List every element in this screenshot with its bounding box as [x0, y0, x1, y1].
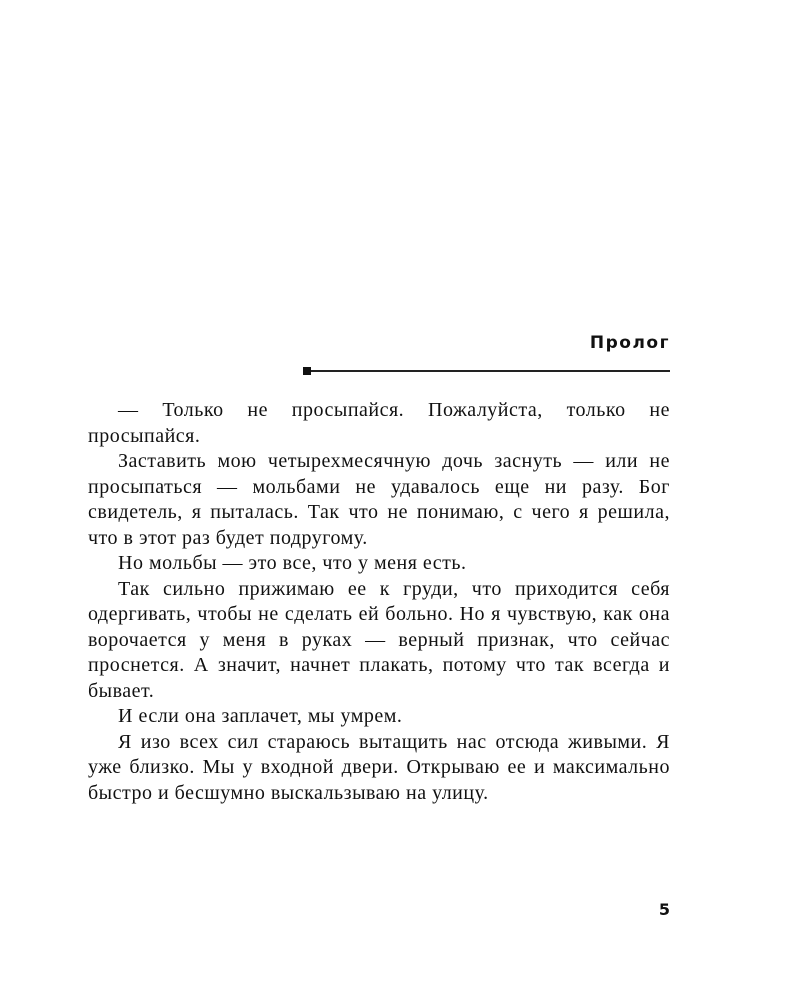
paragraph: И если она заплачет, мы умрем. [118, 705, 403, 727]
body-text [88, 398, 670, 806]
paragraph: Но мольбы — это все, что у меня есть. [118, 552, 467, 574]
rule-line [311, 370, 670, 372]
chapter-title-rule [303, 366, 670, 376]
page-number: 5 [658, 900, 670, 919]
paragraph: Я изо всех сил стараюсь вытащить нас отсюда живыми. Я уже близко. Мы у входной двери. Открываю ее и максимально быстро и бесшумно выскальзываю на улицу. [88, 730, 670, 804]
rule-square-ornament [303, 367, 311, 375]
chapter-title: Пролог [589, 333, 670, 353]
paragraph: Так сильно прижимаю ее к груди, что приходится себя одергивать, чтобы не сделать ей больно. Но я чувствую, как она ворочается у меня в руках — верный признак, что сейчас проснется. А значит, начнет плакать, потому что так всегда и бывает. [88, 577, 670, 702]
paragraph: — Только не просыпайся. Пожалуйста, только не просыпайся. [88, 399, 670, 447]
paragraph: Заставить мою четырехмесячную дочь заснуть — или не просыпаться — мольбами не удавалось еще ни разу. Бог свидетель, я пыталась. Так что не понимаю, с чего я решила, что в этот раз будет подругому. [88, 450, 670, 549]
